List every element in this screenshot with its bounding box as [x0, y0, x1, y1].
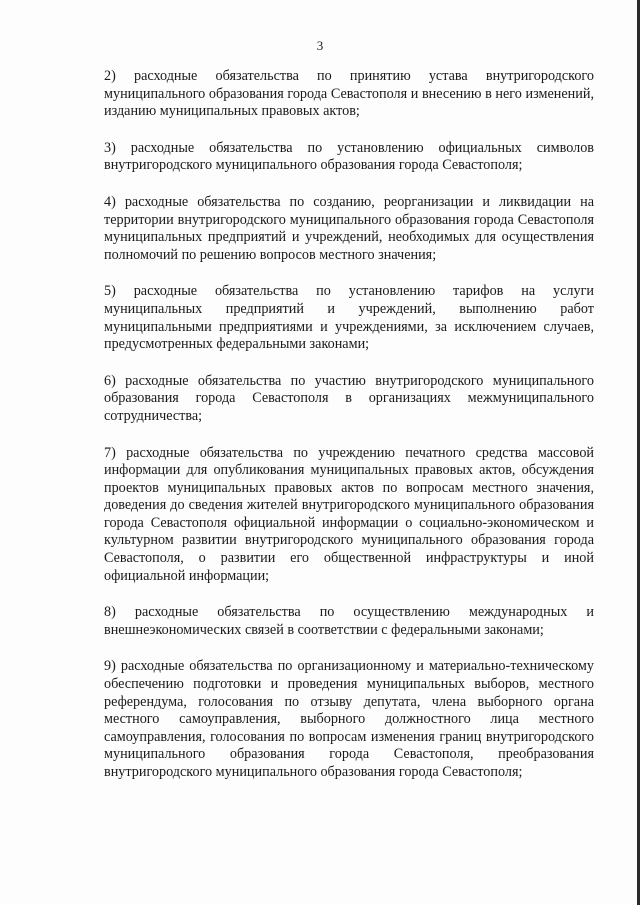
paragraph-item-8: 8) расходные обязательства по осуществлению международных и внешнеэкономических связей в соответствии с федеральными законами; — [104, 604, 594, 638]
paragraph-item-3: 3) расходные обязательства по установлению официальных символов внутригородского муниципального образования города Севастополя; — [104, 139, 594, 174]
paragraph-item-7: 7) расходные обязательства по учреждению печатного средства массовой информации для опубликования муниципальных правовых актов, обсуждения проектов муниципальных правовых актов по вопросам местного значения, доведения до сведения жителей внутригородского муниципального образования города Севастополя официальной информации о социально-экономическом и культурном развитии внутригородского муниципального образования города Севастополя, о развитии его общественной инфраструктуры и иной официальной информации; — [104, 444, 594, 584]
paragraph-item-6: 6) расходные обязательства по участию внутригородского муниципального образования города Севастополя в организациях межмуниципального сотрудничества; — [104, 372, 594, 424]
paragraph-item-9: 9) расходные обязательства по организационному и материально-техническому обеспечению подготовки и проведения муниципальных выборов, местного референдума, голосования по отзыву депутата, члена выборного органа местного самоуправления, выборного должностного лица местного самоуправления, голосования по вопросам изменения границ внутригородского муниципального образования города Севастополя, преобразования внутригородского муниципального образования города Севастополя; — [104, 658, 594, 780]
page-number: 3 — [316, 38, 324, 53]
paragraph-item-2: 2) расходные обязательства по принятию устава внутригородского муниципального образования города Севастополя и внесению в него изменений, изданию муниципальных правовых актов; — [104, 68, 594, 120]
paragraph-item-5: 5) расходные обязательства по установлению тарифов на услуги муниципальных предприятий и учреждений, выполнению работ муниципальными предприятиями и учреждениями, за исключением случаев, предусмотренных федеральными законами; — [104, 283, 594, 353]
paragraph-item-4: 4) расходные обязательства по созданию, реорганизации и ликвидации на территории внутригородского муниципального образования города Севастополя муниципальных предприятий и учреждений, необходимых для осуществления полномочий по решению вопросов местного значения; — [104, 193, 594, 263]
document-body — [104, 68, 594, 801]
